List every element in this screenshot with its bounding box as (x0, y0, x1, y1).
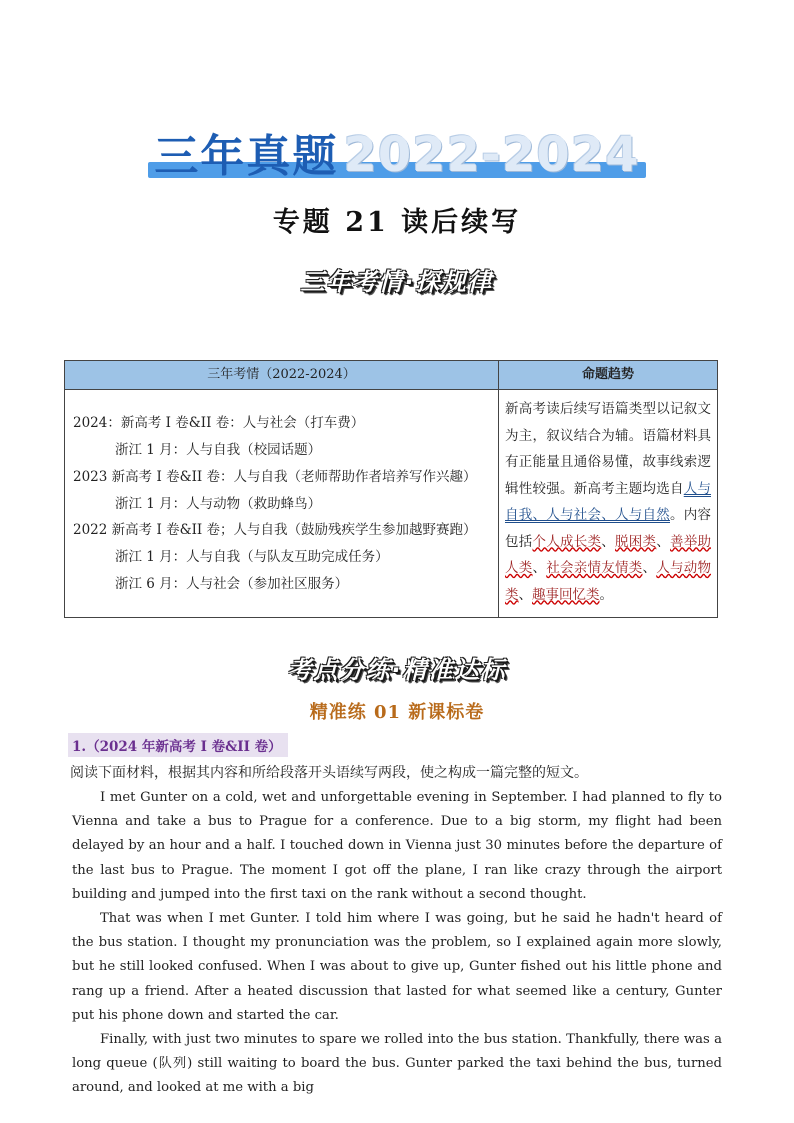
reading-passage (72, 786, 722, 1101)
banner-years: 2022-2024 (343, 127, 640, 183)
trend-separator: 、 (601, 533, 615, 550)
trend-separator: 、 (518, 586, 532, 603)
question-instruction: 阅读下面材料，根据其内容和所给段落开头语续写两段，使之构成一篇完整的短文。 (70, 765, 588, 781)
passage-paragraph: Finally, with just two minutes to spare we rolled into the bus station. Thankfully, there was a long queue (队列) still waiting to board the bus. Gunter parked the taxi behind the bus, turned around, and looked at me with a big (72, 1032, 722, 1096)
topic-title: 专题 21 读后续写 (272, 207, 522, 238)
trend-text-part: 。内容包括 (505, 507, 711, 550)
exam-line: 2022 新高考 I 卷&II 卷；人与自我（鼓励残疾学生参加越野赛跑） (73, 522, 477, 538)
subtitle-trends: 三年考情·探规律 (300, 268, 494, 296)
subtitle-practice: 考点分练·精准达标 (287, 656, 507, 684)
exam-line: 浙江 1 月：人与自我（与队友互助完成任务） (115, 549, 389, 565)
trend-text (505, 396, 711, 608)
exam-line: 浙江 1 月：人与自我（校园话题） (115, 442, 322, 458)
trend-highlight-category: 社会亲情友情类 (546, 560, 643, 576)
question-label: 1.（2024 年新高考 I 卷&II 卷） (68, 733, 288, 757)
banner (0, 120, 794, 184)
trend-highlight-category: 个人成长类 (532, 533, 602, 550)
banner-title-cn: 三年真题 (154, 131, 339, 182)
table-header-exams: 三年考情（2022-2024） (65, 361, 499, 390)
trend-text-part: 。 (599, 586, 613, 603)
trend-highlight-category: 人与动物类 (505, 560, 711, 603)
trend-highlight-themes: 人与自我、人与社会、人与自然 (505, 480, 711, 523)
passage-paragraph: I met Gunter on a cold, wet and unforgettable evening in September. I had planned to fly to Vienna and take a bus to Prague for a conference. Due to a big storm, my flight had been delayed by an hour and a half. I touched down in Vienna just 30 minutes before the departure of the last bus to Prague. The moment I got off the plane, I ran like crazy through the airport building and jumped into the first taxi on the rank without a second thought. (72, 790, 722, 902)
trend-separator: 、 (532, 560, 547, 576)
exam-info-table (64, 360, 718, 618)
trend-separator: 、 (656, 533, 670, 550)
trend-text-part: 新高考读后续写语篇类型以记叙文为主，叙议结合为辅。语篇材料具有正能量且通俗易懂，故事线索逻辑性较强。新高考主题均选自 (505, 401, 711, 497)
banner-title (154, 120, 639, 184)
trend-highlight-category: 脱困类 (615, 533, 657, 550)
exam-line: 2024：新高考 I 卷&II 卷：人与社会（打车费） (73, 415, 365, 431)
trend-highlight-category: 善举助人类 (505, 533, 711, 576)
exam-list (65, 390, 499, 617)
section-title: 精准练 01 新课标卷 (309, 702, 485, 723)
trend-separator: 、 (642, 560, 657, 576)
exam-line: 浙江 6 月：人与社会（参加社区服务） (115, 576, 349, 592)
exam-line: 浙江 1 月：人与动物（救助蜂鸟） (115, 496, 322, 512)
trend-highlight-category: 趣事回忆类 (532, 586, 600, 603)
passage-paragraph: That was when I met Gunter. I told him where I was going, but he said he hadn't heard of the bus station. I thought my pronunciation was the problem, so I explained again more slowly, but he still looked confused. When I was about to give up, Gunter fished out his little phone and rang up a friend. After a heated discussion that lasted for what seemed like a century, Gunter put his phone down and started the car. (72, 911, 722, 1023)
trend-cell (499, 390, 717, 617)
exam-line: 2023 新高考 I 卷&II 卷：人与自我（老师帮助作者培养写作兴趣） (73, 469, 477, 485)
table-header-trend: 命题趋势 (499, 361, 717, 390)
